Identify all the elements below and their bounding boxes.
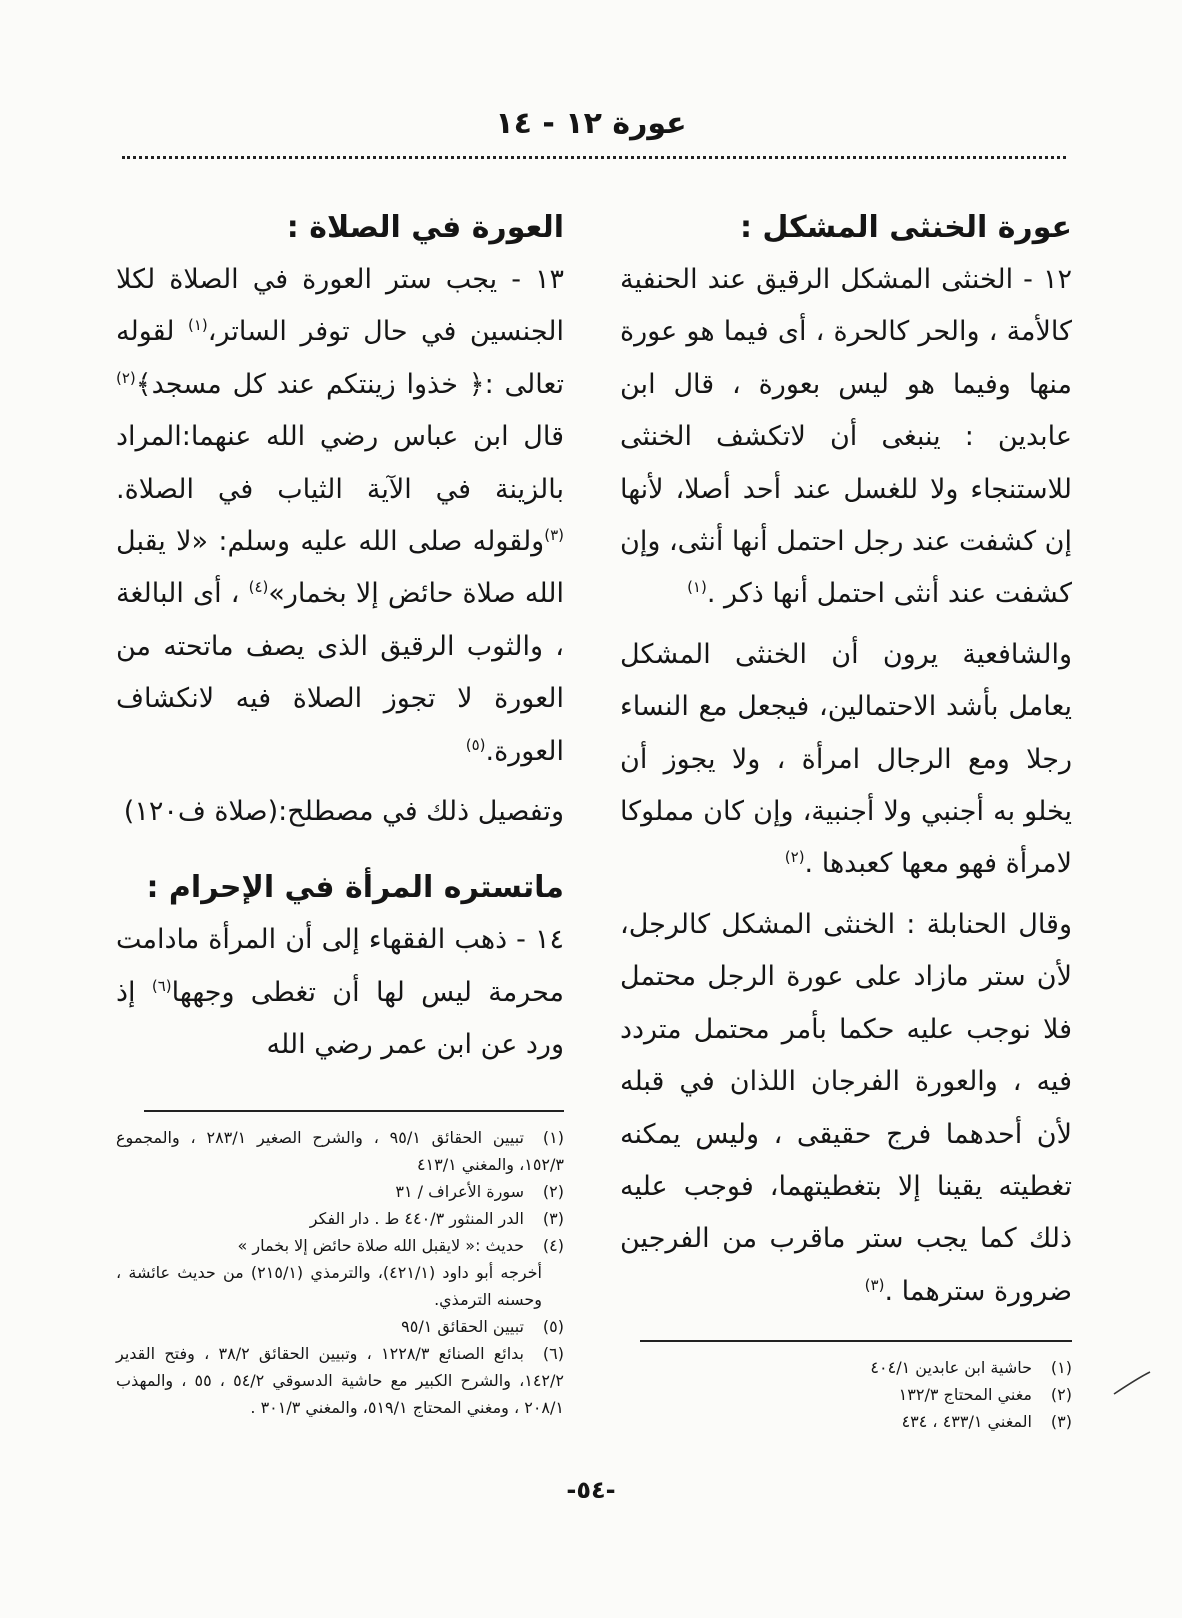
- footnote-ref: (٣): [864, 1275, 885, 1294]
- footnote-item: (١)تبيين الحقائق ٩٥/١ ، والشرح الصغير ٢٨٣/١ ، والمجموع ١٥٢/٣، والمغني ٤١٣/١: [116, 1127, 564, 1174]
- paragraph-13: [116, 254, 564, 778]
- paragraph-text: وقال الحنابلة : الخنثى المشكل كالرجل، لأن ستر مازاد على عورة الرجل محتمل فلا نوجب عليه حكما بأمر محتمل متردد فيه ، والعورة الفرجان اللذان في قبله لأن أحدهما فرج حقيقى ، وليس يمكنه تغطيته يقينا إلا بتغطيتهما، فوجب عليه ذلك كما يجب ستر ماقرب من الفرجين ضرورة سترهما .: [620, 908, 1072, 1307]
- footnotes-right: [620, 1340, 1072, 1435]
- footnote-ref: (٣): [544, 526, 564, 545]
- right-column: [620, 204, 1072, 1435]
- footnote-item: (٣)الدر المنثور ٤٤٠/٣ ط . دار الفكر: [309, 1208, 564, 1228]
- footnote-rule: [640, 1340, 1072, 1342]
- footnote-item: (٤)حديث :« لايقبل الله صلاة حائض إلا بخمار »: [237, 1235, 564, 1255]
- pen-stroke-mark: [1112, 1370, 1152, 1398]
- footnote-ref: (٢): [784, 848, 805, 867]
- footnotes-left: [116, 1110, 564, 1421]
- paragraph-text: إذ ورد عن ابن عمر رضي الله: [116, 976, 564, 1061]
- footnote-ref: (١): [687, 578, 707, 597]
- paragraph-tafsil: وتفصيل ذلك في مصطلح:(صلاة ف١٢٠): [123, 796, 564, 828]
- footnote-ref: (١): [187, 316, 208, 335]
- paragraph-text: قال ابن عباس رضي الله عنهما:المراد بالزينة في الآية الثياب في الصلاة.: [116, 421, 564, 505]
- footnote-item: (١)حاشية ابن عابدين ٤٠٤/١: [870, 1358, 1072, 1378]
- paragraph-12: [620, 254, 1072, 621]
- footnote-ref: (٦): [151, 976, 172, 995]
- footnote-item: (٢)سورة الأعراف / ٣١: [395, 1181, 564, 1201]
- paragraph-text: والشافعية يرون أن الخنثى المشكل يعامل بأشد الاحتمالين، فيجعل مع النساء رجلا ومع الرجال امرأة ، ولا يجوز أن يخلو به أجنبي ولا أجنبية، وإن كان مملوكا لامرأة فهو معها كعبدها .: [620, 638, 1072, 880]
- footnote-item: (٦)بدائع الصنائع ١٢٢٨/٣ ، وتبيين الحقائق ٣٨/٢ ، وفتح القدير ١٤٢/٢، والشرح الكبير مع حاشية الدسوقي ٥٤/٢ ، ٥٥ ، والمهذب ٢٠٨/١ ، ومغني المحتاج ٥١٩/١، والمغني ٣٠١/٣ .: [116, 1343, 565, 1417]
- footnote-rule: [144, 1110, 564, 1112]
- paragraph-text: ولقوله صلى الله عليه وسلم: «لا يقبل الله صلاة حائض إلا بخمار»: [116, 526, 564, 610]
- footnote-item: (٥)تبيين الحقائق ٩٥/١: [401, 1316, 564, 1336]
- paragraph-text: ١٢ - الخنثى المشكل الرقيق عند الحنفية كالأمة ، والحر كالحرة ، أى فيما هو عورة منها وفيما هو ليس بعورة ، قال ابن عابدين : ينبغى أن لاتكشف الخنثى للاستنجاء ولا للغسل عند أحد أصلا، لأنها إن كشفت عند رجل احتمل أنها أنثى، وإن كشفت عند أنثى احتمل أنها ذكر .: [620, 264, 1072, 610]
- header-dotted-rule: [122, 156, 1066, 159]
- page-number: -٥٤-: [566, 1476, 616, 1504]
- footnote-item: (٣)المغني ٤٣٣/١ ، ٤٣٤: [901, 1412, 1072, 1432]
- left-column: [116, 204, 564, 1421]
- paragraph-hanabila: [620, 899, 1072, 1318]
- page-header-title: عورة ١٢ - ١٤: [495, 106, 687, 141]
- section-heading-ihram: ماتستره المرأة في الإحرام :: [146, 870, 564, 906]
- footnote-item-continuation: أخرجه أبو داود (٤٢١/١)، والترمذي (٢١٥/١) من حديث عائشة ، وحسنه الترمذي.: [116, 1262, 543, 1309]
- paragraph-text: ١٣ - يجب ستر العورة في الصلاة لكلا الجنسين في حال توفر الساتر،: [116, 264, 564, 348]
- paragraph-shafiiyya: [620, 629, 1072, 891]
- paragraph-text: ، أى البالغة ، والثوب الرقيق الذى يصف ماتحته من العورة لا تجوز الصلاة فيه لانكشاف العورة.: [116, 578, 564, 767]
- paragraph-text: ١٤ - ذهب الفقهاء إلى أن المرأة مادامت محرمة ليس لها أن تغطى وجهها: [116, 924, 565, 1008]
- paragraph-14: [116, 914, 564, 1071]
- section-heading-khuntha: عورة الخنثى المشكل :: [739, 210, 1072, 245]
- footnote-ref: (٤): [248, 578, 269, 597]
- section-heading-awra-salat: العورة في الصلاة :: [286, 210, 564, 245]
- footnote-ref: (٢): [116, 368, 136, 387]
- footnote-ref: (٥): [465, 735, 486, 754]
- paragraph-text: لقوله تعالى :﴿ خذوا زينتكم عند كل مسجد﴾: [116, 316, 564, 400]
- footnote-item: (٢)مغني المحتاج ١٣٢/٣: [898, 1385, 1072, 1405]
